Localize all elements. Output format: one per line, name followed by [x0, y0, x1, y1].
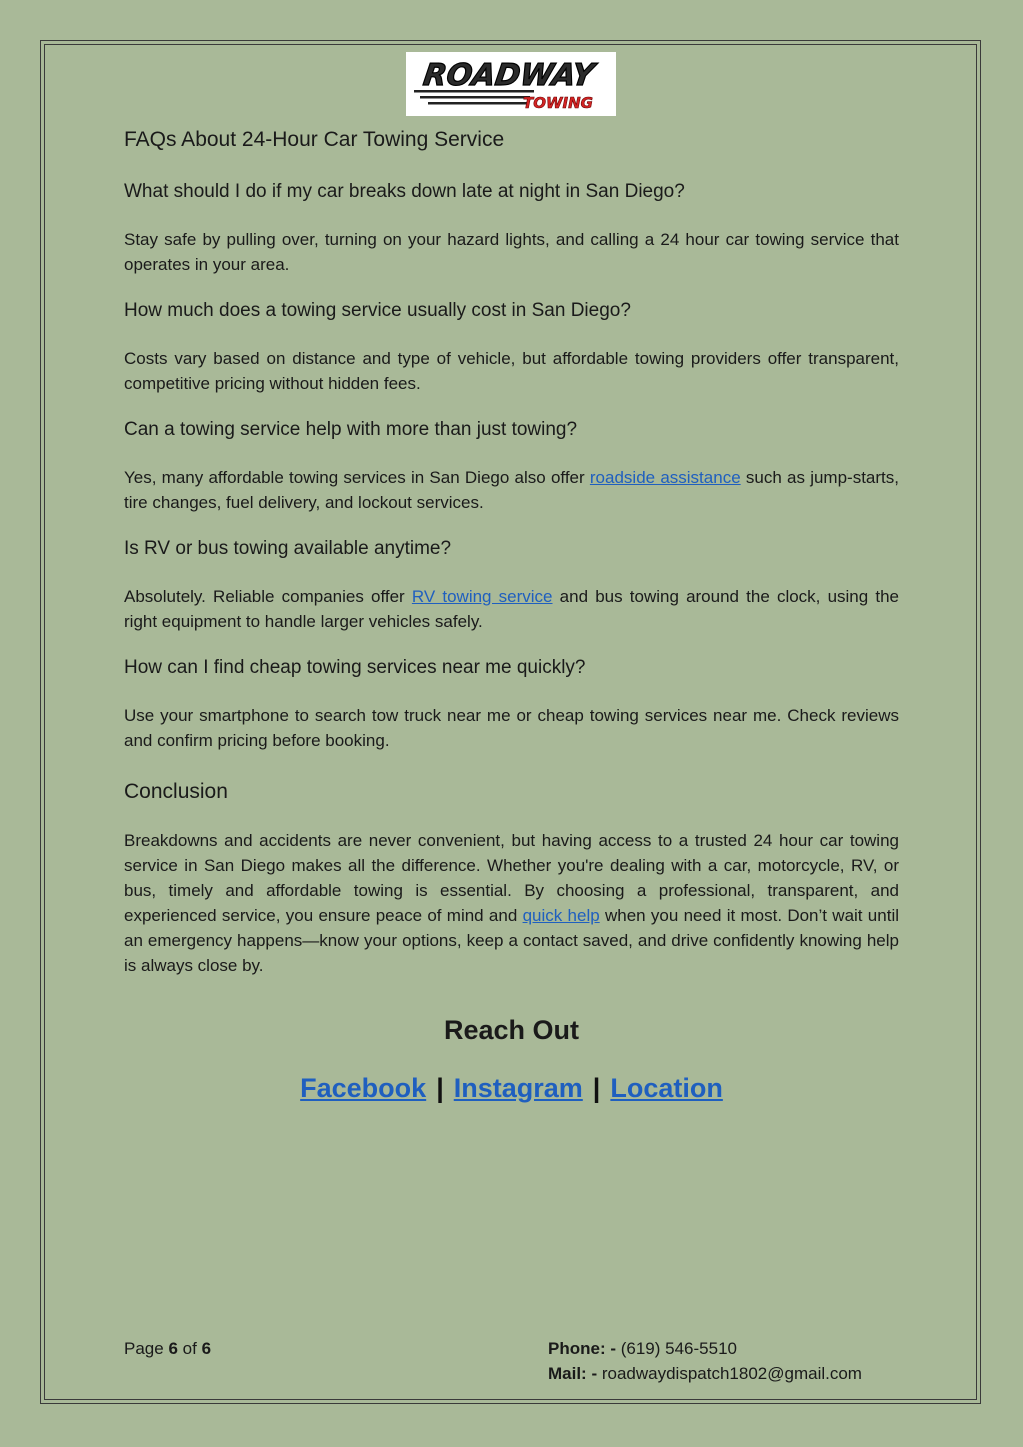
- faq-answer: Stay safe by pulling over, turning on your hazard lights, and calling a 24 hour car towing service that operates in your area.: [124, 230, 899, 274]
- phone-number: (619) 546-5510: [620, 1339, 737, 1358]
- logo-wordmark-roadway: ROADWAY: [421, 58, 597, 93]
- social-links: [0, 1068, 1023, 1108]
- link-separator: |: [436, 1073, 444, 1103]
- faq-answer: [124, 465, 899, 515]
- rv-towing-service-link[interactable]: RV towing service: [411, 587, 553, 606]
- faq-answer: Costs vary based on distance and type of vehicle, but affordable towing providers offer transparent, competitive pricing without hidden fees.: [124, 349, 899, 393]
- faq-content: [124, 122, 899, 978]
- faq-answer: Use your smartphone to search tow truck near me or cheap towing services near me. Check reviews and confirm pricing before booking.: [124, 706, 899, 750]
- phone-label: Phone: -: [548, 1339, 616, 1358]
- reach-out-title: Reach Out: [443, 1015, 580, 1045]
- quick-help-link[interactable]: quick help: [522, 906, 600, 925]
- conclusion-text-part: Breakdowns and accidents are never convenient, but having access to a trusted 24 hour car towing service in San Diego makes all the difference. Whether you're dealing with a car, motorcycle, RV, or bus, timely and affordable towing is essential. By choosing a professional, transparent, and experienced service, you ensure peace of mind and: [124, 831, 899, 925]
- conclusion-text-part: when you need it most. Don’t wait until an emergency happens—know your options, keep a contact saved, and drive confidently knowing help is always close by.: [124, 906, 899, 975]
- faq-question: What should I do if my car breaks down late at night in San Diego?: [124, 181, 685, 202]
- logo-wordmark-towing: TOWING: [523, 94, 593, 112]
- answer-text: Yes, many affordable towing services in San Diego also offer: [124, 468, 590, 487]
- phone-line: [548, 1336, 862, 1361]
- mail-label: Mail: -: [548, 1364, 598, 1383]
- link-separator: |: [592, 1073, 601, 1103]
- logo-graphic: [406, 52, 616, 116]
- faq-question: How can I find cheap towing services near me quickly?: [124, 657, 586, 678]
- faq-title: FAQs About 24-Hour Car Towing Service: [124, 128, 505, 151]
- page-current: 6: [168, 1339, 178, 1358]
- contact-info: [548, 1336, 862, 1386]
- faq-answer: [124, 584, 899, 634]
- page-total: 6: [201, 1339, 212, 1358]
- instagram-link[interactable]: Instagram: [453, 1073, 583, 1103]
- answer-text: and bus towing around the clock, using the right equipment to handle larger vehicles safely.: [124, 587, 899, 631]
- faq-question: Is RV or bus towing available anytime?: [124, 538, 452, 559]
- answer-text: Absolutely. Reliable companies offer: [124, 587, 412, 606]
- of-word: of: [182, 1339, 197, 1358]
- page-word: Page: [124, 1339, 164, 1358]
- mail-line: [548, 1361, 862, 1386]
- answer-text: such as jump-starts, tire changes, fuel delivery, and lockout services.: [124, 468, 899, 512]
- page-number: [124, 1336, 211, 1361]
- roadside-assistance-link[interactable]: roadside assistance: [589, 468, 741, 487]
- conclusion-text: [124, 828, 899, 978]
- location-link[interactable]: Location: [610, 1073, 723, 1103]
- mail-address: roadwaydispatch1802@gmail.com: [601, 1364, 862, 1383]
- faq-question: How much does a towing service usually cost in San Diego?: [124, 300, 631, 321]
- roadway-towing-logo: [406, 52, 616, 116]
- conclusion-title: Conclusion: [124, 780, 228, 803]
- facebook-link[interactable]: Facebook: [300, 1073, 427, 1103]
- faq-question: Can a towing service help with more than just towing?: [124, 419, 578, 440]
